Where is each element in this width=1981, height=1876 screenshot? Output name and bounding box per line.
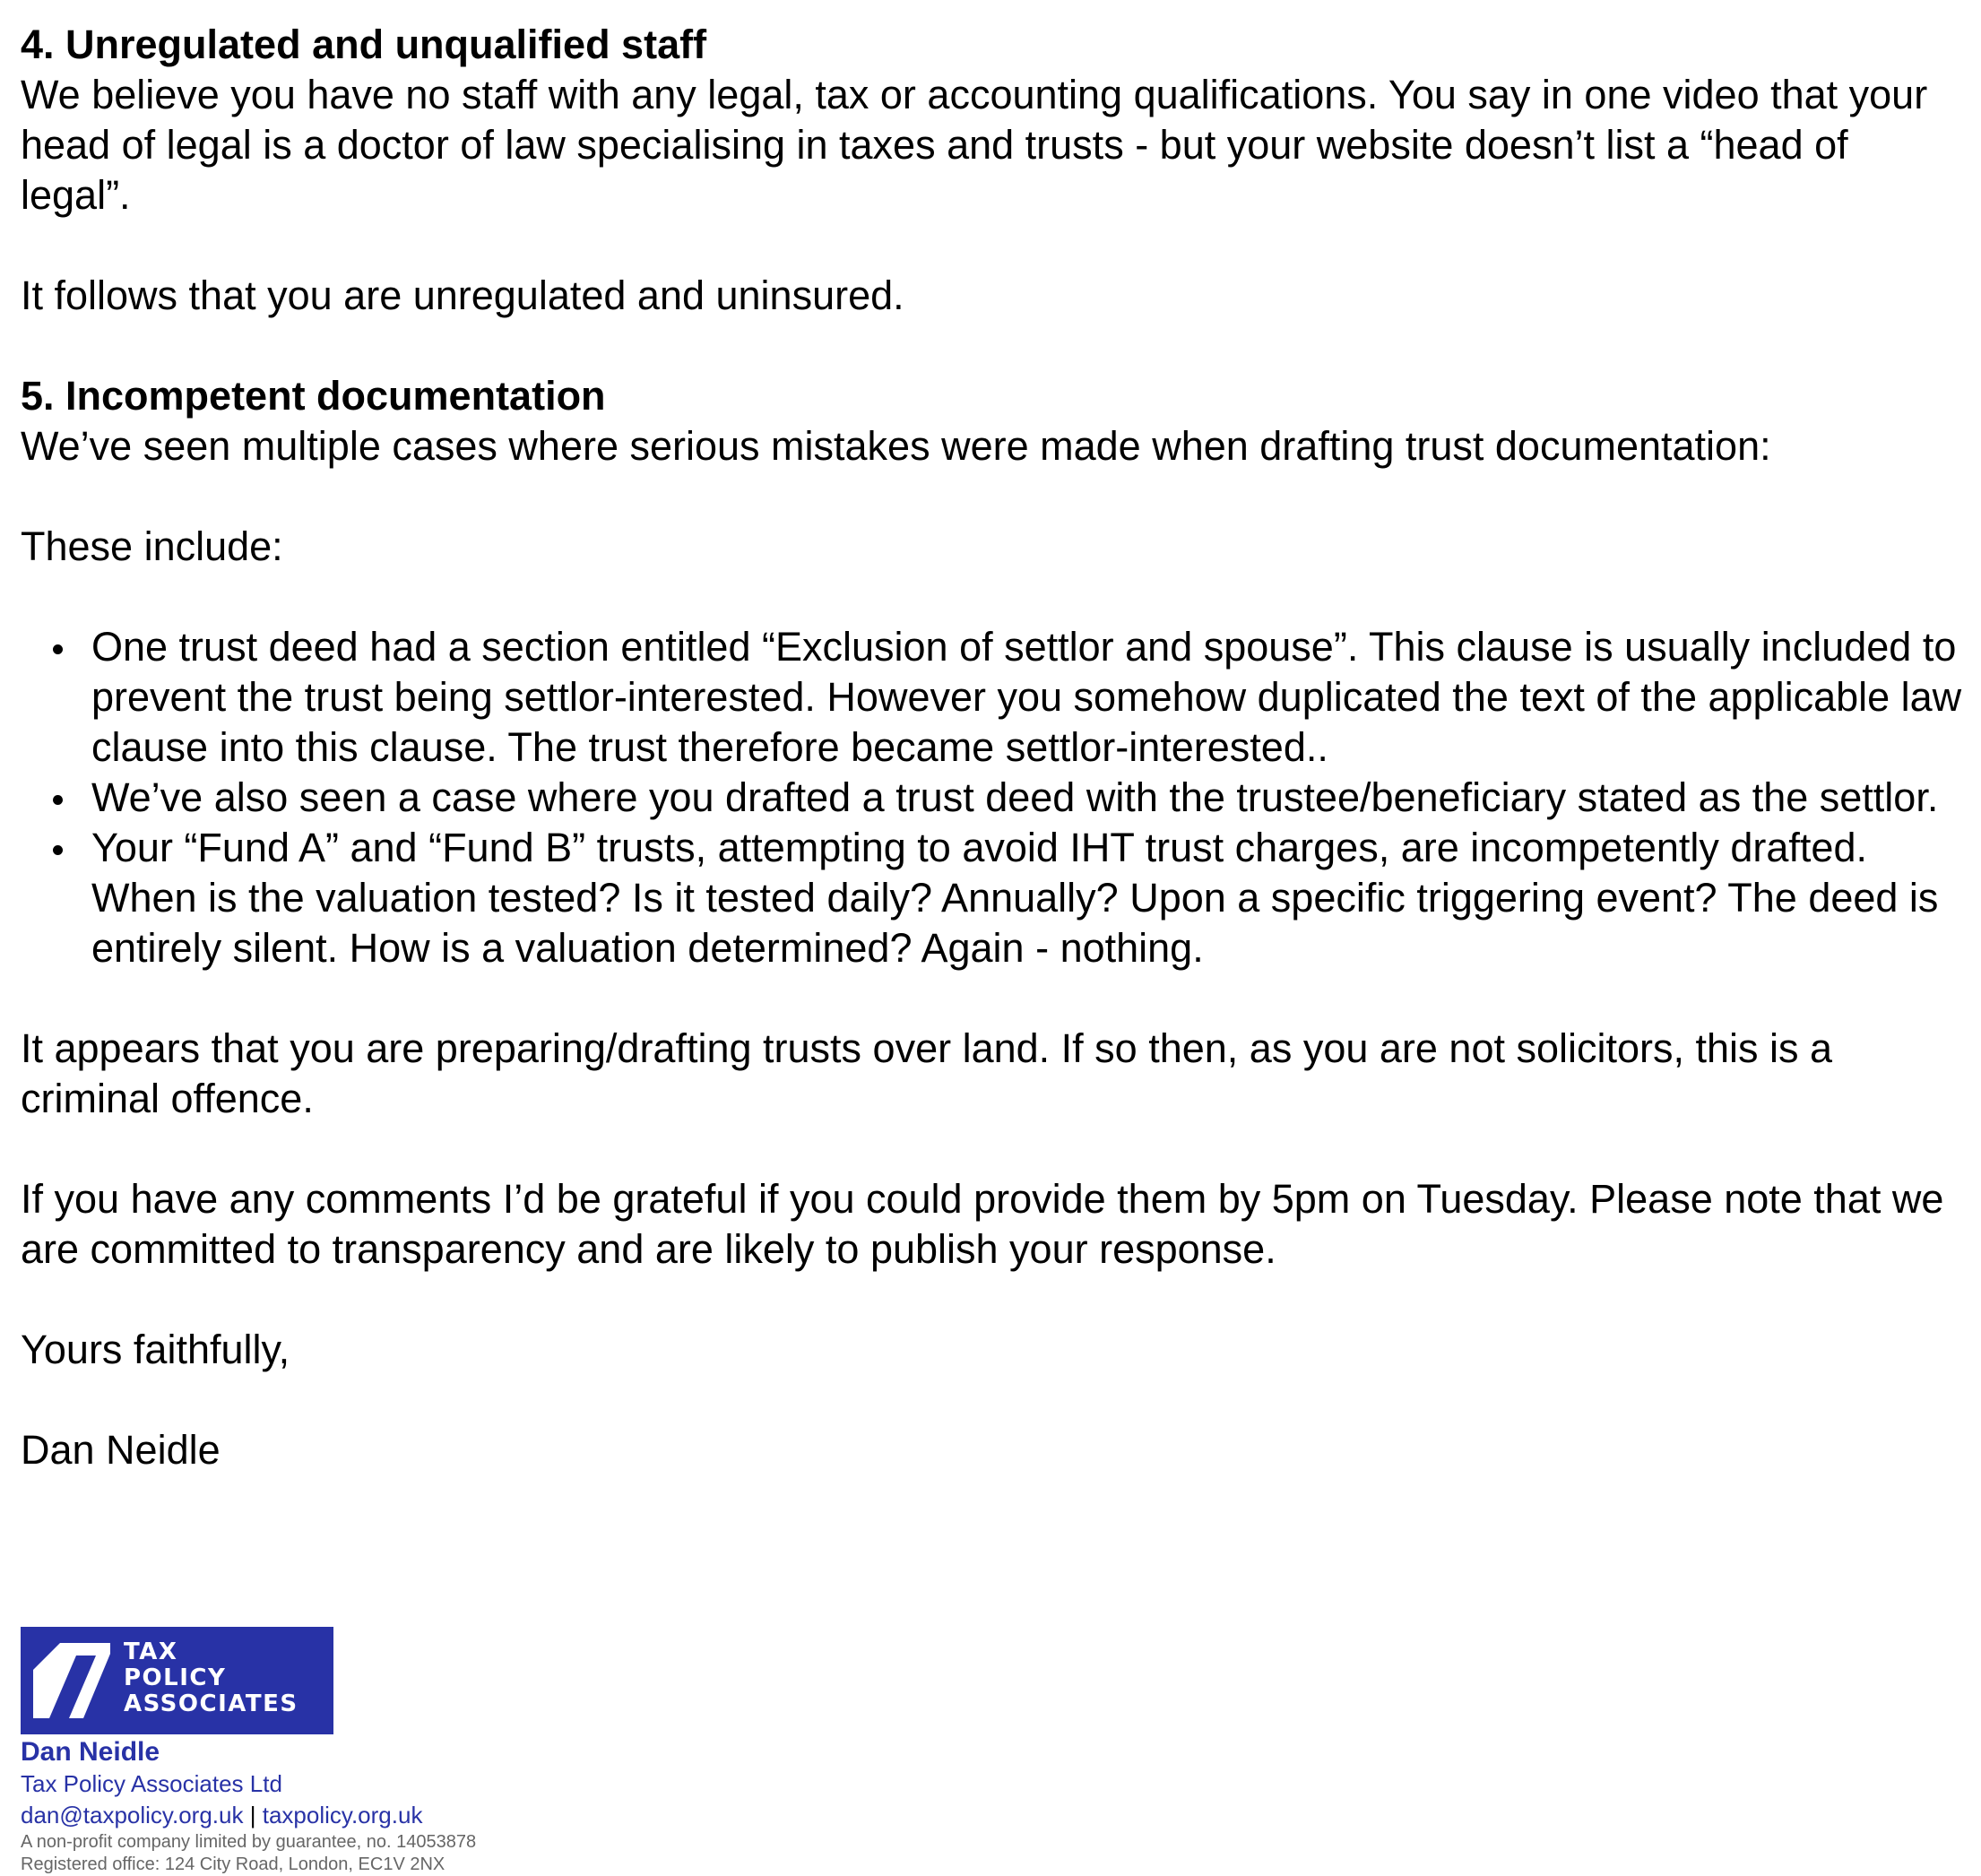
logo-line: ASSOCIATES (124, 1690, 298, 1717)
website-link[interactable]: taxpolicy.org.uk (262, 1802, 423, 1828)
signature-contact (21, 1800, 648, 1831)
tax-policy-associates-logo-icon (33, 1643, 110, 1718)
list-item: One trust deed had a section entitled “Exclusion of settlor and spouse”. This clause is usually included to prevent the trust being settlor-interested. However you somehow duplicated the text of the applicable law clause into this clause. The trust therefore became settlor-interested.. (21, 622, 1966, 773)
spacer (21, 1275, 1966, 1325)
section-4-paragraph: We believe you have no staff with any legal, tax or accounting qualifications. You say in one video that your head of legal is a doctor of law specialising in taxes and trusts - but your website doesn’t list a “head of legal”. (21, 72, 1928, 218)
mistakes-list (21, 622, 1966, 973)
contact-separator: | (249, 1802, 256, 1828)
email-link[interactable]: dan@taxpolicy.org.uk (21, 1802, 244, 1828)
list-item: We’ve also seen a case where you drafted a trust deed with the trustee/beneficiary stated as the settlor. (21, 773, 1966, 823)
section-5-includes: These include: (21, 523, 283, 569)
signature-company: Tax Policy Associates Ltd (21, 1770, 282, 1797)
spacer (21, 572, 1966, 622)
section-5-intro: We’ve seen multiple cases where serious mistakes were made when drafting trust documentation: (21, 423, 1771, 469)
spacer (21, 220, 1966, 271)
company-registration: A non-profit company limited by guarantee, no. 14053878 (21, 1832, 477, 1852)
registered-office: Registered office: 124 City Road, London, EC1V 2NX (21, 1854, 446, 1874)
section-4-conclusion: It follows that you are unregulated and uninsured. (21, 272, 904, 318)
spacer (21, 973, 1966, 1024)
spacer (21, 321, 1966, 371)
logo-line: POLICY (124, 1664, 227, 1691)
land-offence-paragraph: It appears that you are preparing/drafting trusts over land. If so then, as you are not solicitors, this is a criminal offence. (21, 1025, 1833, 1121)
email-signature (21, 1627, 648, 1876)
spacer (21, 1375, 1966, 1425)
logo-line: TAX (124, 1638, 178, 1665)
section-5-heading: 5. Incompetent documentation (21, 373, 606, 419)
signoff: Yours faithfully, (21, 1327, 290, 1372)
comments-paragraph: If you have any comments I’d be grateful if you could provide them by 5pm on Tuesday. Please note that we are committed to transparency and are likely to publish your response. (21, 1176, 1944, 1272)
spacer (21, 1124, 1966, 1174)
signature-name: Dan Neidle (21, 1737, 160, 1767)
company-logo (21, 1627, 333, 1734)
list-item: Your “Fund A” and “Fund B” trusts, attempting to avoid IHT trust charges, are incompetently drafted. When is the valuation tested? Is it tested daily? Annually? Upon a specific triggering event? The deed is entirely silent. How is a valuation determined? Again - nothing. (21, 823, 1966, 973)
logo-wordmark (124, 1639, 298, 1717)
signatory-name: Dan Neidle (21, 1427, 221, 1473)
spacer (21, 471, 1966, 522)
letter-body (21, 20, 1966, 1475)
section-4-heading: 4. Unregulated and unqualified staff (21, 22, 707, 67)
